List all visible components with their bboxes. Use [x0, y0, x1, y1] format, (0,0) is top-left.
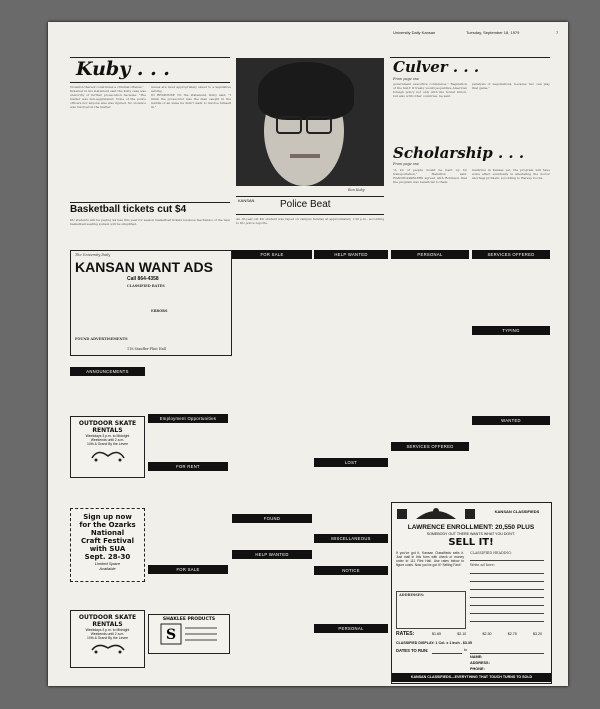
input-line[interactable] — [470, 613, 544, 614]
scholarship-text: "A lot of people would be hard up for transportation," Hamilton said. HANDICAPABLERS agreed with Robinson that the program was beneficial to them. — [393, 168, 467, 184]
announcements-header: ANNOUNCEMENTS — [70, 367, 145, 376]
employment-body — [148, 425, 228, 461]
for-rent-body — [148, 473, 228, 563]
services-listings — [472, 261, 550, 325]
want-ads-phone: Call 864-4358 — [127, 276, 159, 282]
personal-listings — [314, 635, 388, 686]
enrollment-headline: LAWRENCE ENROLLMENT: 20,550 PLUS — [407, 524, 535, 531]
kuby-col2-body: IN RESPONSE TO the statement, Kuby said, "I think the prosecutor was the man caught in the middle of an issue he didn't want to involve himself in." — [151, 93, 231, 109]
kuby-column-2 — [151, 85, 231, 197]
rates-table — [75, 290, 225, 306]
paper-name: University Daily Kansan — [393, 30, 436, 35]
input-line[interactable] — [470, 573, 544, 574]
help-wanted-header-a: HELP WANTED — [232, 550, 312, 559]
found-listings — [232, 525, 312, 549]
lost-listings — [314, 469, 388, 533]
glasses-left — [276, 116, 302, 134]
to-label: to — [464, 648, 468, 652]
for-sale-header: FOR SALE — [232, 250, 312, 259]
errors-text — [75, 314, 225, 334]
ozarks-line: Sept. 28-30 — [84, 553, 131, 561]
input-line[interactable] — [470, 605, 544, 606]
ozarks-line: Sign up now — [83, 513, 132, 521]
wanted-header: WANTED — [472, 416, 550, 425]
enrollment-sub: SOMEBODY OUT THERE WANTS WHAT YOU DON'T. — [426, 532, 516, 536]
photo-caption: Ron Kuby — [348, 188, 365, 192]
skate-ad-line: 10th & Grand By the Levee — [87, 442, 128, 446]
glasses-right — [306, 116, 332, 134]
form-ad-label: Write ad here: — [470, 563, 495, 567]
sell-it-cta: SELL IT! — [448, 537, 494, 548]
divider — [70, 82, 230, 83]
announcements-body — [70, 378, 145, 414]
culver-jump: From page one — [393, 77, 419, 81]
want-ads-box — [70, 250, 232, 356]
skate-ad-line: 10th & Grand By the Levee — [87, 636, 128, 640]
personal-listings — [391, 261, 469, 441]
basketball-body — [70, 218, 230, 248]
kuby-col2-lead: issues are most appropriately saved to a legislative setting. — [151, 85, 231, 93]
date-from-input[interactable] — [432, 653, 462, 654]
misc-listings — [314, 545, 388, 565]
rate-value: $2.75 — [507, 632, 517, 636]
culver-text: government executive conference." Regulation of the SALT II treaty would jeopardize American foreign policy not only with the Soviet Union, but also with other countries, he said. — [393, 82, 467, 98]
classified-order-form — [391, 502, 552, 684]
found-ads-title: FOUND ADVERTISEMENTS — [75, 337, 128, 341]
input-line[interactable] — [470, 621, 544, 622]
culver-col2 — [472, 82, 550, 142]
name-label: NAME: — [470, 655, 483, 659]
rate-value: $3.20 — [533, 632, 542, 636]
issue-date: Tuesday, September 18, 1979 — [466, 30, 520, 35]
deadlines-title: ADDRESSES: — [399, 593, 425, 597]
address-label: ADDRESS: — [470, 661, 490, 665]
help-wanted-header-b: HELP WANTED — [314, 250, 388, 259]
scholarship-col2 — [472, 168, 550, 248]
scholarship-jump: From page one — [393, 162, 419, 166]
skate-ad-title: OUTDOOR SKATE RENTALS — [78, 420, 137, 434]
kuby-column-1 — [70, 85, 146, 197]
input-line[interactable] — [470, 589, 544, 590]
ozarks-craft-ad — [70, 508, 145, 582]
kuby-col1-lead: Violation thereof constitutes a criminal offense." — [70, 85, 144, 89]
input-line[interactable] — [470, 581, 544, 582]
errors-title: ERRORS — [151, 309, 168, 313]
notice-header: NOTICE — [314, 566, 388, 575]
ozarks-line: National — [90, 529, 125, 537]
eagle-emblem-icon — [396, 505, 476, 523]
mouth — [290, 154, 320, 158]
page-number: 7 — [556, 30, 559, 35]
personal-header-b: PERSONAL — [391, 250, 469, 259]
classified-text — [70, 668, 145, 686]
personal-header-a: PERSONAL — [314, 624, 388, 633]
skate-icon — [88, 640, 128, 654]
want-ads-kicker: The University Daily — [75, 253, 111, 257]
notice-listings — [314, 577, 388, 623]
classified-text — [70, 582, 145, 608]
ozarks-line: Limited Space — [94, 561, 121, 566]
phone-label: PHONE: — [470, 667, 485, 671]
employment-header: Employment Opportunities — [148, 414, 228, 423]
display-rate: CLASSIFIED DISPLAY: 1 Col. x 1 Inch - $3.35 — [396, 641, 472, 645]
input-line[interactable] — [470, 597, 544, 598]
wanted-listings — [472, 427, 550, 501]
shaklee-products-ad — [148, 614, 230, 654]
police-beat-banner — [236, 196, 384, 215]
pitch-body: If you've got it, Kansan Classifieds sells it. Just mail in this form with check or money order to 111 Flint Hall. Use rates below to figure costs. Now you've got it? Selling Fast! — [396, 551, 464, 567]
pitch-text — [396, 551, 464, 589]
typing-header: TYPING — [472, 326, 550, 335]
skate-ad-line: Weekends until 2 a.m. — [90, 438, 125, 442]
rates-row — [432, 632, 542, 636]
rate-value: $2.10 — [457, 632, 467, 636]
deadlines-box — [396, 591, 466, 629]
kuby-col1-body: Kraemer in his statement said the Kuby case was unworthy of further prosecution because: "The matter was non-aggravated. None of the police officers nor anyone else was injured. No violence was involved in the matter. — [70, 89, 146, 109]
rates-label: RATES: — [396, 631, 415, 637]
kuby-headline: Kuby . . . — [76, 58, 170, 80]
scholarship-headline: Scholarship . . . — [393, 144, 525, 162]
culver-col1 — [393, 82, 467, 142]
skate-ad-line: Weekdays 3 p.m. to Midnight — [85, 628, 130, 632]
services-offered-header-b: SERVICES OFFERED — [472, 250, 550, 259]
rates-title: CLASSIFIED RATES — [127, 284, 165, 288]
input-line[interactable] — [470, 560, 544, 561]
shoe-ad-title: SHAKLEE PRODUCTS — [162, 617, 216, 622]
police-beat-body — [236, 217, 384, 247]
basketball-text: KU students will be paying $4 less this year for season basketball tickets because mechanics of the new basketball seating system will be simplified. — [70, 218, 230, 226]
form-heading-label: CLASSIFIED HEADING: — [470, 551, 512, 555]
police-text: An 18-year-old KU student was raped on campus Sunday at approximately 1:30 p.m., according to KU police reports. — [236, 217, 384, 225]
skate-icon — [88, 446, 128, 462]
classified-text — [148, 654, 228, 686]
skate-ad-title: OUTDOOR SKATE RENTALS — [78, 614, 137, 628]
police-kicker: KANSAN — [238, 198, 255, 203]
want-ads-title: KANSAN WANT ADS — [75, 259, 213, 275]
found-header: FOUND — [232, 514, 312, 523]
scholarship-text-2: medicine in Kansas yet, the program will have some effect eventually in alleviating the doctor shortage problem, according to Harvey Coons. — [472, 168, 550, 180]
for-sale-left-header: FOR SALE — [148, 565, 228, 574]
dates-label: DATES TO RUN: — [396, 648, 429, 653]
shaklee-logo-icon — [159, 622, 219, 646]
classified-footer: KANSAN CLASSIFIEDS—EVERYTHING THAT TOUCH TURNS TO SOLD — [392, 673, 551, 682]
rate-value: $1.65 — [432, 632, 441, 636]
skate-ad-line: Weekends until 2 a.m. — [90, 632, 125, 636]
scholarship-col1 — [393, 168, 467, 248]
basketball-headline: Basketball tickets cut $4 — [70, 204, 187, 215]
for-sale-listings — [232, 261, 312, 513]
police-beat-title: Police Beat — [280, 199, 331, 210]
services-offered-header-a: SERVICES OFFERED — [391, 442, 469, 451]
divider — [70, 202, 230, 203]
for-rent-header: FOR RENT — [148, 462, 228, 471]
rate-value: $2.30 — [482, 632, 492, 636]
want-ads-address: 118 Stauffer-Flint Hall — [127, 347, 166, 351]
skate-ad-line: Weekdays 3 p.m. to Midnight — [85, 434, 130, 438]
skate-rental-ad-1 — [70, 416, 145, 478]
ozarks-line: with SUA — [89, 545, 126, 553]
lost-header: LOST — [314, 458, 388, 467]
kuby-photo — [236, 58, 384, 186]
classified-text — [70, 478, 145, 506]
culver-text-2: paralysis of negotiations, because two can play that game." — [472, 82, 550, 90]
ozarks-line: Craft Festival — [81, 537, 134, 545]
svg-text:S: S — [166, 627, 177, 643]
help-wanted-listings — [314, 261, 388, 457]
hair-shape — [258, 62, 354, 120]
miscellaneous-header: MISCELLANEOUS — [314, 534, 388, 543]
newspaper-page — [48, 22, 568, 686]
typing-listings — [472, 337, 550, 415]
ozarks-line: Available — [99, 566, 116, 571]
skate-rental-ad-2 — [70, 610, 145, 668]
culver-headline: Culver . . . — [393, 58, 480, 76]
classified-text — [148, 367, 228, 413]
ozarks-line: for the Ozarks — [79, 521, 136, 529]
for-sale-body — [148, 576, 228, 612]
help-wanted-listings — [232, 561, 312, 686]
classified-ad-heading: KANSAN CLASSIFIEDS — [494, 509, 540, 514]
date-to-input[interactable] — [470, 653, 544, 654]
